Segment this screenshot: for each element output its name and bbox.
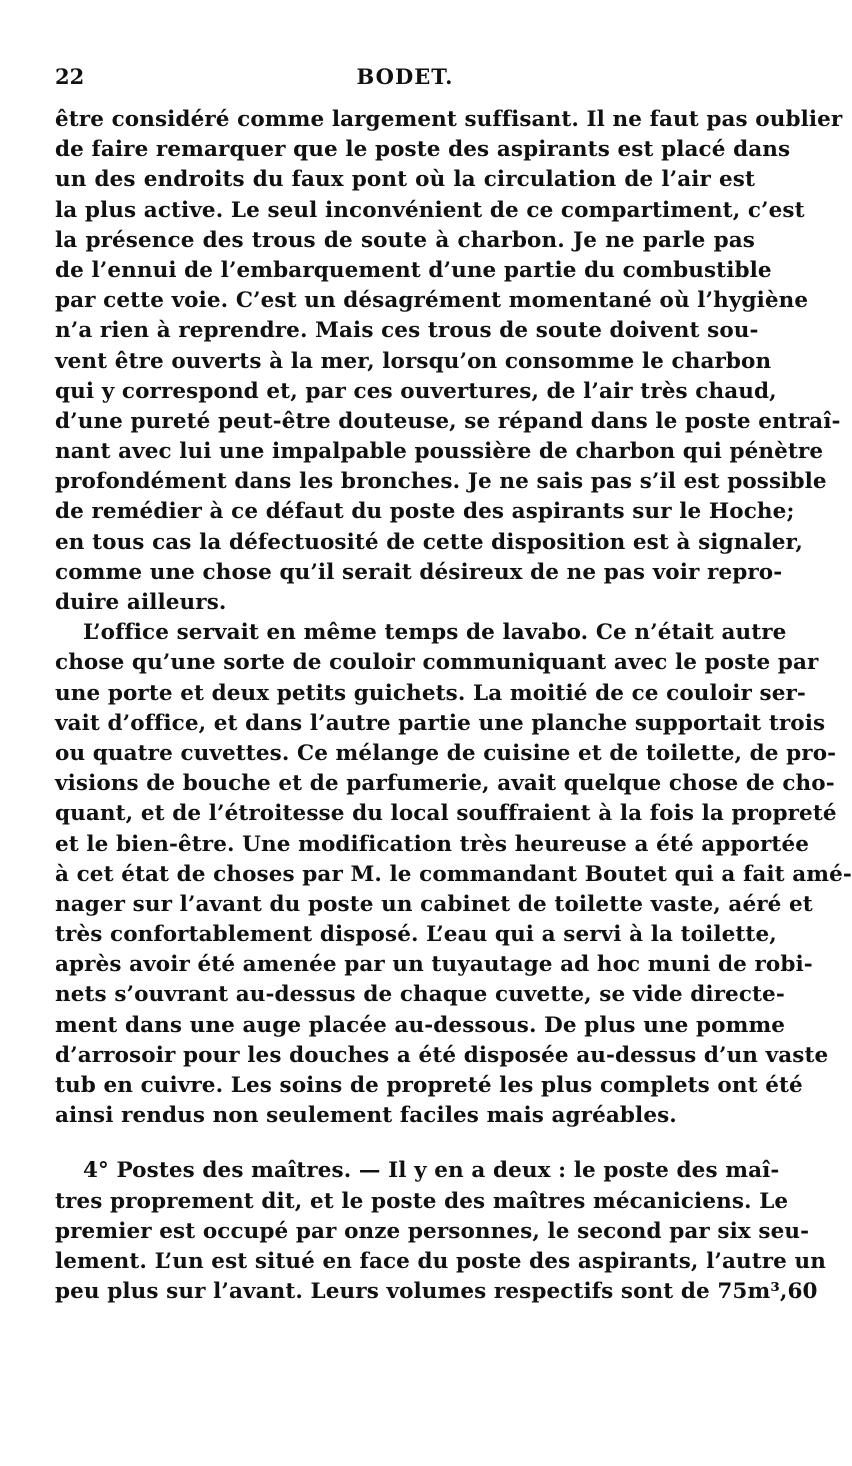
text-line: tub en cuivre. Les soins de propreté les plus complets ont été (55, 1073, 803, 1098)
text-line: ment dans une auge placée au-dessous. De plus une pomme (55, 1012, 786, 1038)
text-line: duire ailleurs. (55, 590, 227, 615)
text-line: de remédier à ce défaut du poste des aspirants sur le Hoche; (55, 499, 795, 525)
text-line: être considéré comme largement suffisant. Il ne faut pas oublier (55, 107, 843, 132)
paragraph-3 (55, 1156, 826, 1307)
text-line: visions de bouche et de parfumerie, avait quelque chose de cho- (55, 771, 835, 797)
text-line: ou quatre cuvettes. Ce mélange de cuisine et de toilette, de pro- (55, 740, 837, 766)
text-line: d’arrosoir pour les douches a été disposée au-dessus d’un vaste (55, 1042, 829, 1068)
text-line: L’office servait en même temps de lavabo. Ce n’était autre (83, 620, 787, 646)
text-line: quant, et de l’étroitesse du local souffraient à la fois la propreté (55, 801, 837, 827)
running-title: BODET. (356, 64, 454, 89)
text-line: profondément dans les bronches. Je ne sais pas s’il est possible (55, 469, 827, 495)
text-line: vait d’office, et dans l’autre partie une planche supportait trois (55, 710, 826, 736)
paragraph-1 (55, 105, 843, 618)
text-line: tres proprement dit, et le poste des maîtres mécaniciens. Le (55, 1188, 789, 1214)
text-line: après avoir été amenée par un tuyautage ad hoc muni de robi- (55, 952, 813, 978)
text-line: 4° Postes des maîtres. — Il y en a deux : le poste des maî- (83, 1158, 780, 1184)
text-line: par cette voie. C’est un désagrément momentané où l’hygiène (55, 288, 809, 314)
text-line: lement. L’un est situé en face du poste des aspirants, l’autre un (55, 1248, 826, 1274)
paragraph-2 (55, 618, 852, 1131)
text-line: la plus active. Le seul inconvénient de ce compartiment, c’est (55, 197, 805, 223)
text-line: ainsi rendus non seulement faciles mais agréables. (55, 1103, 677, 1129)
text-line: la présence des trous de soute à charbon. Je ne parle pas (55, 227, 755, 253)
text-line: en tous cas la défectuosité de cette disposition est à signaler, (55, 529, 803, 555)
text-line: peu plus sur l’avant. Leurs volumes respectifs sont de 75m³,60 (55, 1279, 818, 1305)
body-text (55, 105, 852, 1307)
text-line: d’une pureté peut-être douteuse, se répand dans le poste entraî- (55, 408, 841, 434)
text-line: chose qu’une sorte de couloir communiquant avec le poste par (55, 650, 819, 676)
text-line: très confortablement disposé. L’eau qui a servi à la toilette, (55, 922, 777, 948)
text-line: de faire remarquer que le poste des aspirants est placé dans (55, 137, 791, 163)
text-line: un des endroits du faux pont où la circulation de l’air est (55, 167, 755, 193)
page-number: 22 (55, 64, 85, 89)
text-line: nant avec lui une impalpable poussière de charbon qui pénètre (55, 439, 824, 465)
text-line: de l’ennui de l’embarquement d’une partie du combustible (55, 257, 772, 283)
text-line: nets s’ouvrant au-dessus de chaque cuvette, se vide directe- (55, 982, 785, 1008)
text-line: qui y correspond et, par ces ouvertures, de l’air très chaud, (55, 378, 777, 404)
section-gap (55, 1131, 755, 1156)
text-line: nager sur l’avant du poste un cabinet de toilette vaste, aéré et (55, 891, 813, 917)
text-line: une porte et deux petits guichets. La moitié de ce couloir ser- (55, 680, 806, 706)
text-line: à cet état de choses par M. le commandant Boutet qui a fait amé- (55, 861, 852, 887)
text-line: et le bien-être. Une modification très heureuse a été apportée (55, 831, 809, 857)
text-line: comme une chose qu’il serait désireux de ne pas voir repro- (55, 559, 783, 585)
text-line: premier est occupé par onze personnes, le second par six seu- (55, 1218, 810, 1244)
text-line: vent être ouverts à la mer, lorsqu’on consomme le charbon (55, 348, 772, 374)
page-header (55, 64, 755, 94)
text-line: n’a rien à reprendre. Mais ces trous de soute doivent sou- (55, 318, 759, 344)
